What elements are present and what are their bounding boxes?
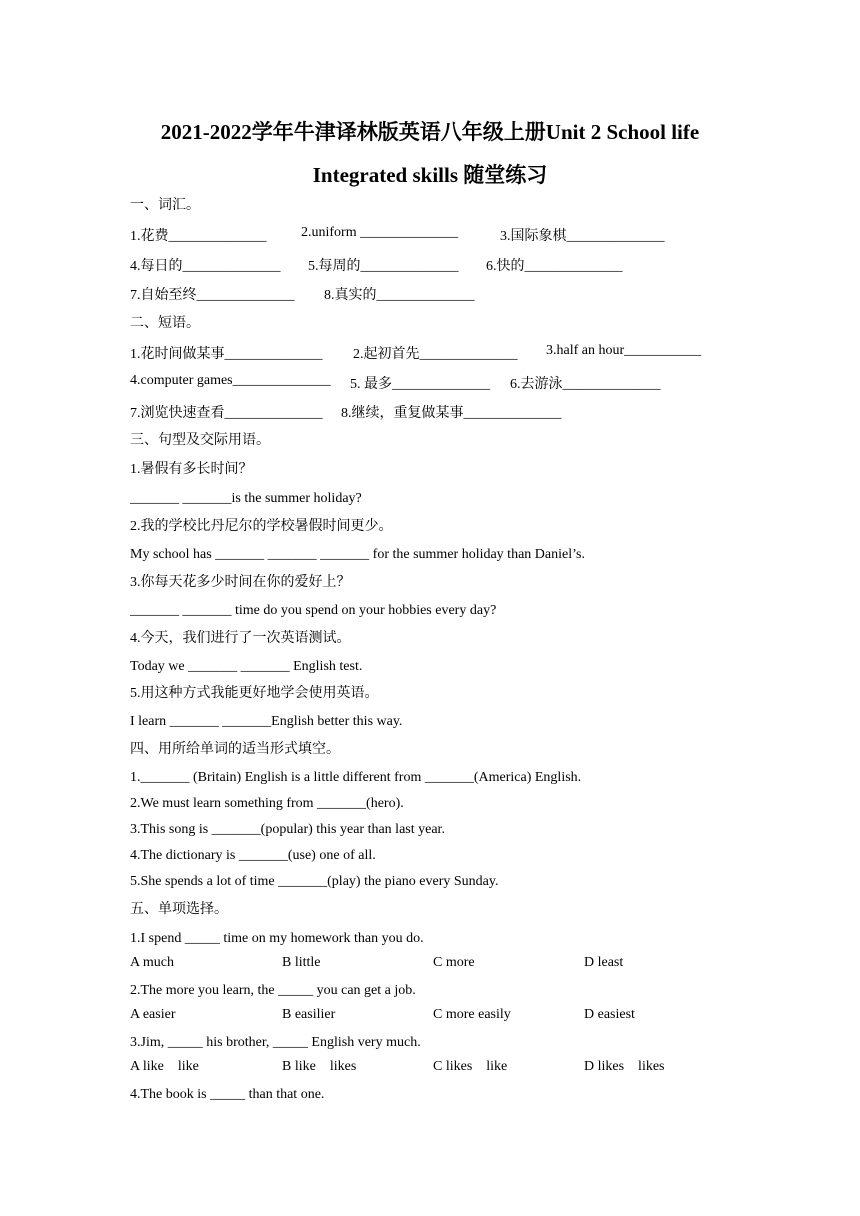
phrase-item: 8.继续，重复做某事______________ <box>341 406 562 421</box>
title-line-2: Integrated skills 随堂练习 <box>312 163 548 187</box>
mcq-option-a: A like like <box>130 1059 199 1074</box>
phrase-item: 1.花时间做某事______________ <box>130 347 323 362</box>
mcq-option-b: B easilier <box>282 1007 336 1022</box>
phrase-item: 2.起初首先______________ <box>353 347 518 362</box>
mcq-option-d: D easiest <box>584 1007 635 1022</box>
vocab-item: 2.uniform ______________ <box>301 225 459 240</box>
sentence-prompt: 5.用这种方式我能更好地学会使用英语。 <box>130 686 379 701</box>
vocab-item: 3.国际象棋______________ <box>500 229 665 244</box>
sentence-blank: _______ _______ time do you spend on your hobbies every day? <box>130 603 497 618</box>
mcq-option-b: B little <box>282 955 321 970</box>
sentence-prompt: 2.我的学校比丹尼尔的学校暑假时间更少。 <box>130 519 393 534</box>
sentence-blank: _______ _______is the summer holiday? <box>130 491 362 506</box>
vocab-item: 5.每周的______________ <box>308 259 459 274</box>
mcq-option-c: C more easily <box>433 1007 511 1022</box>
section-1-heading: 一、词汇。 <box>130 198 200 213</box>
section-2-heading: 二、短语。 <box>130 316 200 331</box>
mcq-option-c: C more <box>433 955 475 970</box>
mcq-question: 1.I spend _____ time on my homework than you do. <box>130 931 424 946</box>
mcq-option-a: A easier <box>130 1007 176 1022</box>
vocab-item: 1.花费______________ <box>130 229 267 244</box>
section-5-heading: 五、单项选择。 <box>130 902 228 917</box>
vocab-item: 8.真实的______________ <box>324 288 475 303</box>
sentence-blank: I learn _______ _______English better this way. <box>130 714 403 729</box>
fill-blank-item: 5.She spends a lot of time _______(play) the piano every Sunday. <box>130 874 499 889</box>
mcq-question: 2.The more you learn, the _____ you can get a job. <box>130 983 416 998</box>
phrase-item: 6.去游泳______________ <box>510 377 661 392</box>
fill-blank-item: 2.We must learn something from _______(hero). <box>130 796 404 811</box>
sentence-prompt: 1.暑假有多长时间？ <box>130 462 253 477</box>
vocab-item: 4.每日的______________ <box>130 259 281 274</box>
section-4-heading: 四、用所给单词的适当形式填空。 <box>130 742 340 757</box>
sentence-blank: Today we _______ _______ English test. <box>130 659 363 674</box>
phrase-item: 3.half an hour___________ <box>546 343 702 358</box>
phrase-item: 5. 最多______________ <box>350 377 490 392</box>
vocab-item: 7.自始至终______________ <box>130 288 295 303</box>
sentence-blank: My school has _______ _______ _______ for the summer holiday than Daniel’s. <box>130 547 585 562</box>
fill-blank-item: 1._______ (Britain) English is a little different from _______(America) English. <box>130 770 582 785</box>
mcq-question: 3.Jim, _____ his brother, _____ English very much. <box>130 1035 421 1050</box>
mcq-option-c: C likes like <box>433 1059 508 1074</box>
fill-blank-item: 4.The dictionary is _______(use) one of all. <box>130 848 376 863</box>
sentence-prompt: 4.今天，我们进行了一次英语测试。 <box>130 631 351 646</box>
mcq-option-d: D least <box>584 955 624 970</box>
mcq-option-b: B like likes <box>282 1059 357 1074</box>
mcq-option-d: D likes likes <box>584 1059 665 1074</box>
phrase-item: 7.浏览快速查看______________ <box>130 406 323 421</box>
section-3-heading: 三、句型及交际用语。 <box>130 433 270 448</box>
fill-blank-item: 3.This song is _______(popular) this year than last year. <box>130 822 445 837</box>
phrase-item: 4.computer games______________ <box>130 373 331 388</box>
mcq-question: 4.The book is _____ than that one. <box>130 1087 325 1102</box>
title-line-1: 2021-2022学年牛津译林版英语八年级上册Unit 2 School life <box>160 120 700 144</box>
vocab-item: 6.快的______________ <box>486 259 623 274</box>
sentence-prompt: 3.你每天花多少时间在你的爱好上？ <box>130 575 351 590</box>
mcq-option-a: A much <box>130 955 174 970</box>
